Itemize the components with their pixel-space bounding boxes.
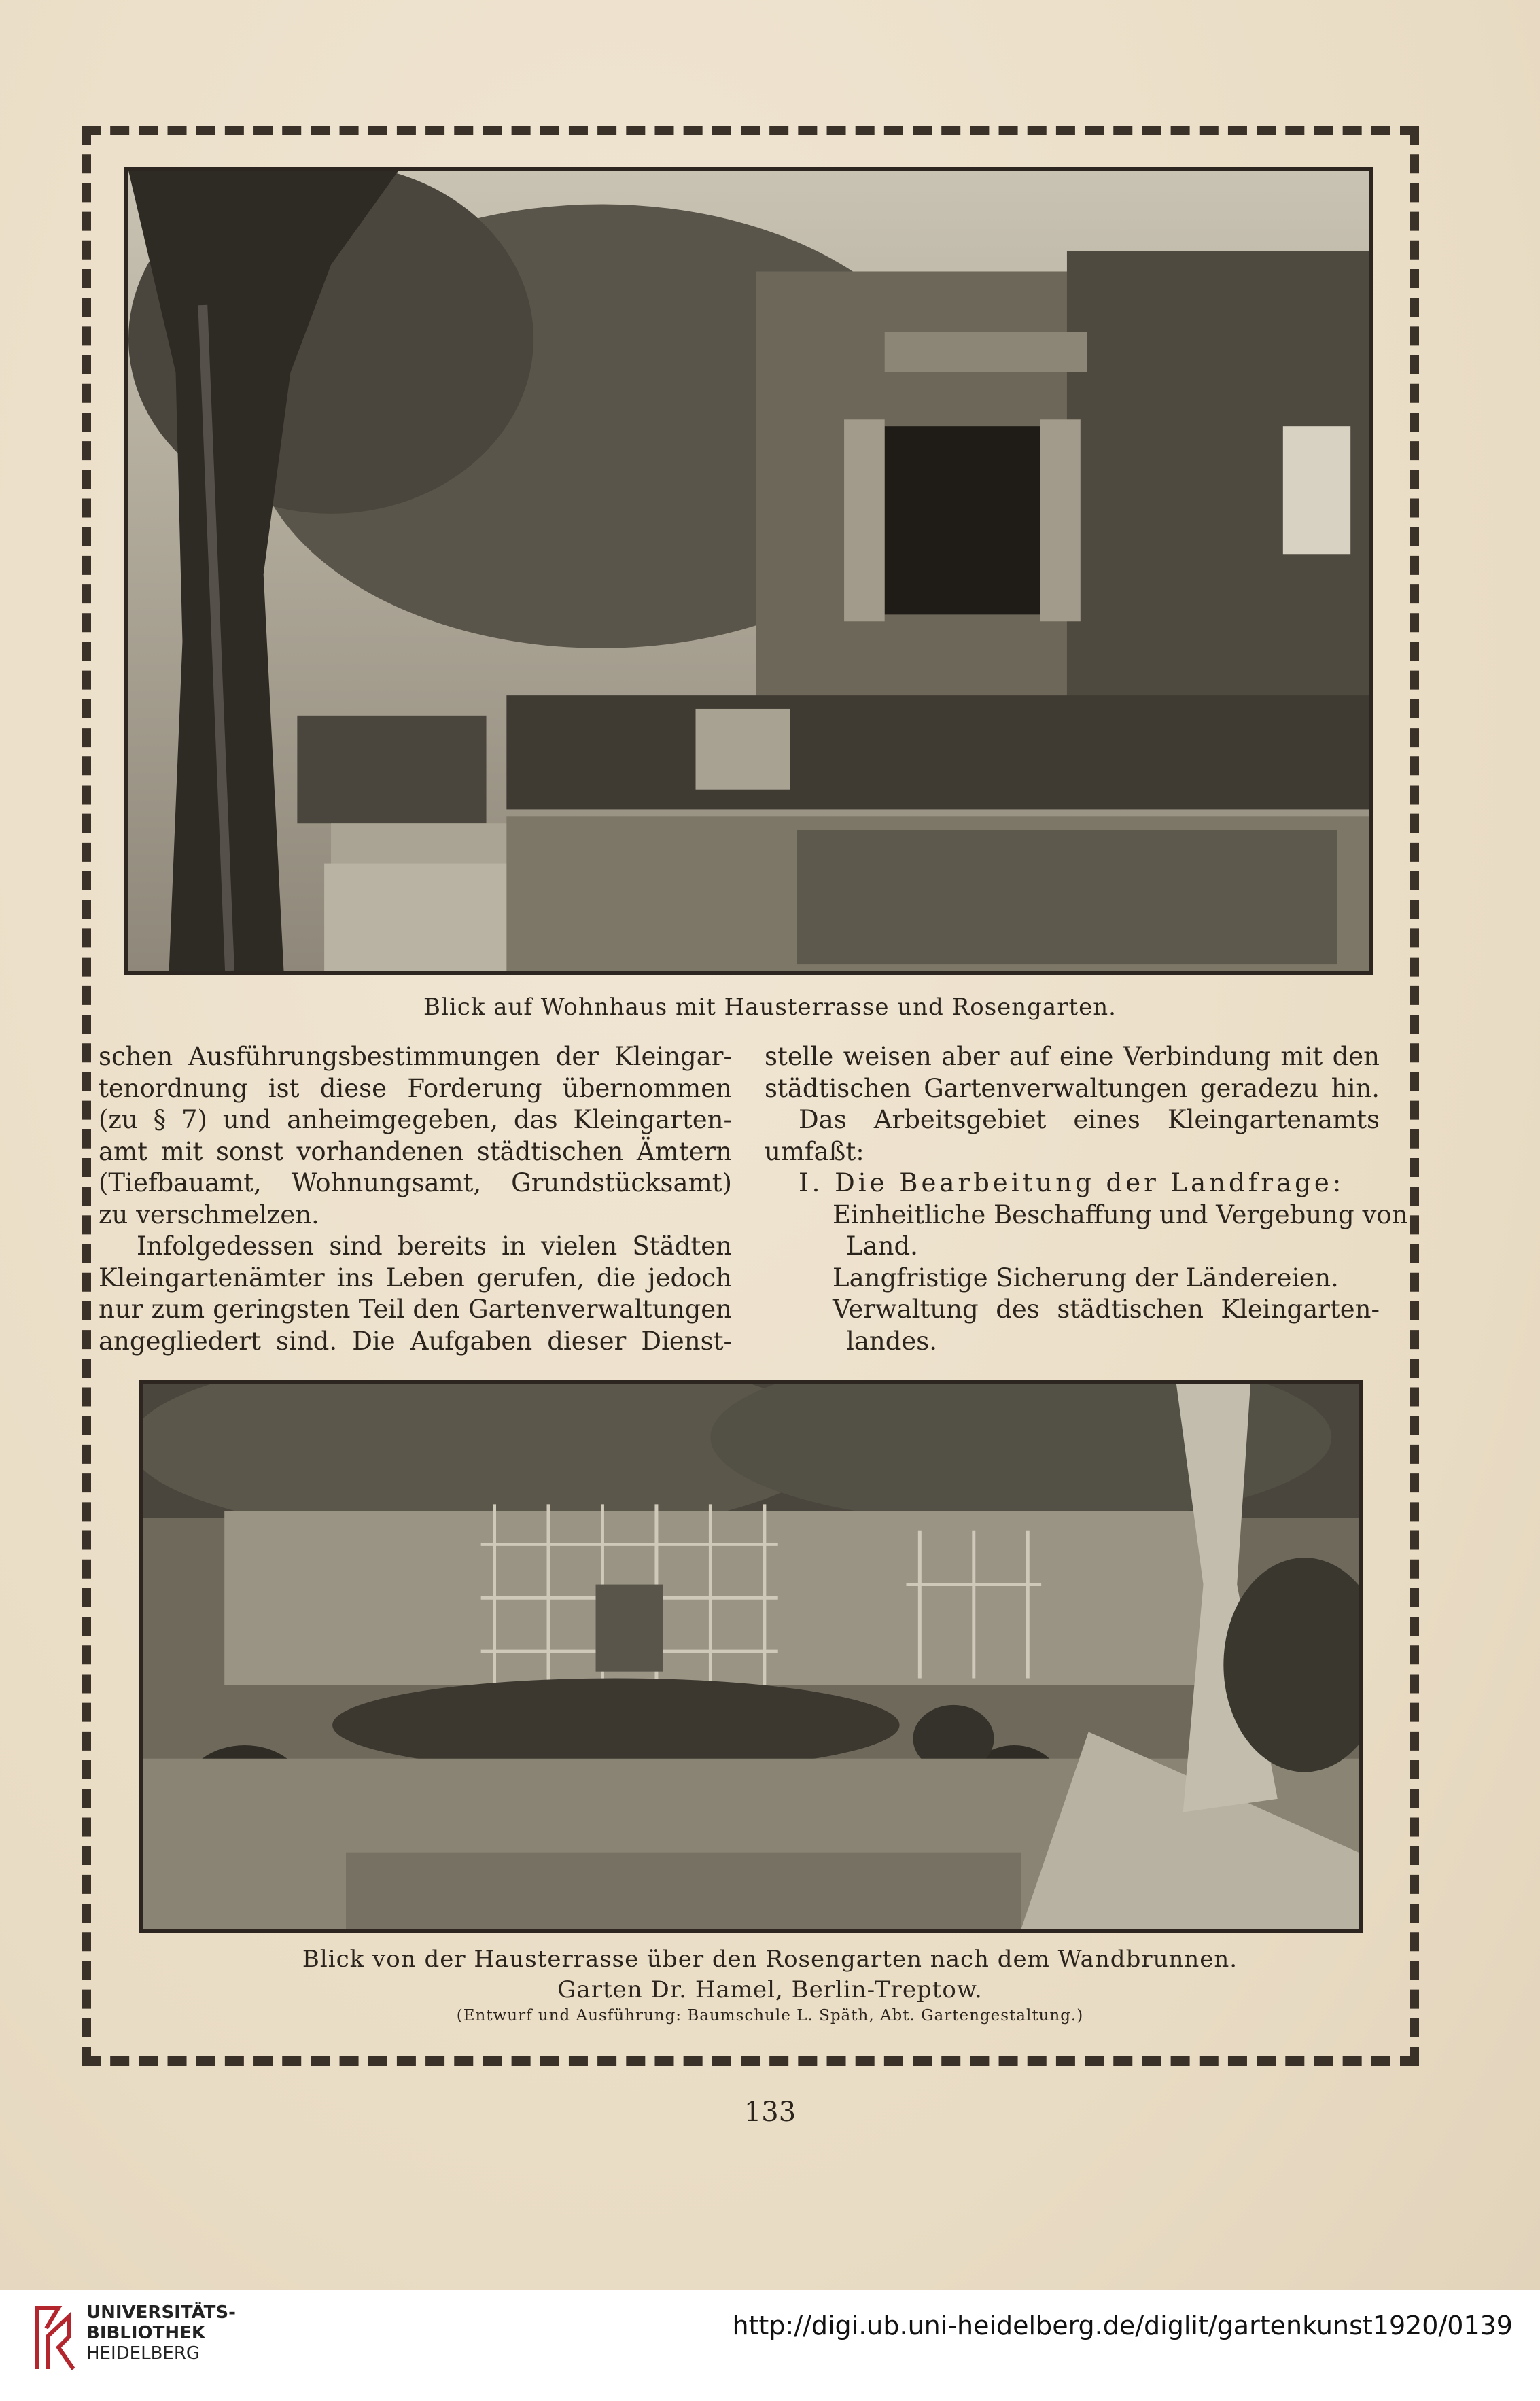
text-line: Das Arbeitsgebiet eines Kleingartenamts [799,1105,1380,1134]
text-line: tenordnung ist diese Forderung übernommen [99,1073,732,1103]
logo-line-3: HEIDELBERG [86,2343,200,2364]
photo-house-terrace [124,167,1373,975]
text-line: Infolgedessen sind bereits in vielen Städten [137,1231,732,1261]
text-line: Verwaltung des städtischen Kleingarten- [833,1295,1380,1324]
text-line: Land. [846,1231,918,1261]
text-line: städtischen Gartenverwaltungen geradezu hin. [765,1073,1380,1103]
text-line: amt mit sonst vorhandenen städtischen Ämtern [99,1136,732,1166]
text-column-right [765,1041,1408,1357]
text-column-left [99,1041,732,1357]
text-line: (Tiefbauamt, Wohnungsamt, Grundstücksamt) [99,1168,732,1197]
text-line: I. Die Bearbeitung der Landfrage: [799,1168,1345,1197]
photo1-caption: Blick auf Wohnhaus mit Hausterrasse und Rosengarten. [423,994,1117,1021]
text-line: (zu § 7) und anheimgegeben, das Kleingarten- [99,1105,732,1134]
photo2-caption: Blick von der Hausterrasse über den Rosengarten nach dem Wandbrunnen. [302,1946,1238,1973]
photo2-attribution: (Entwurf und Ausführung: Baumschule L. Späth, Abt. Gartengestaltung.) [456,2007,1084,2025]
rose-garden-photo-graphic [143,1384,1359,1929]
text-line: nur zum geringsten Teil den Gartenverwaltungen [99,1295,732,1324]
page-number: 133 [743,2097,797,2128]
text-line: angegliedert sind. Die Aufgaben dieser Dienst- [99,1326,732,1356]
text-line: stelle weisen aber auf eine Verbindung mit den [765,1042,1380,1071]
text-line: Kleingartenämter ins Leben gerufen, die jedoch [99,1263,732,1293]
logo-line-1: UNIVERSITÄTS- [86,2302,236,2323]
logo-line-2: BIBLIOTHEK [86,2323,206,2343]
text-line: Langfristige Sicherung der Ländereien. [833,1263,1339,1293]
library-logo-text [86,2302,236,2364]
text-line: Einheitliche Beschaffung und Vergebung von [833,1199,1408,1229]
text-line: landes. [846,1326,938,1356]
library-logo [29,2297,246,2392]
text-line: zu verschmelzen. [99,1199,319,1229]
heidelberg-logo-icon [31,2301,79,2376]
text-line: schen Ausführungsbestimmungen der Kleingar- [99,1042,732,1071]
photo-rose-garden-fountain [139,1380,1363,1933]
photo2-credit: Garten Dr. Hamel, Berlin-Treptow. [557,1976,983,2003]
house-terrace-photo-graphic [128,171,1369,971]
text-line: umfaßt: [765,1136,864,1166]
source-url[interactable]: http://digi.ub.uni-heidelberg.de/diglit/gartenkunst1920/0139 [732,2311,1513,2341]
